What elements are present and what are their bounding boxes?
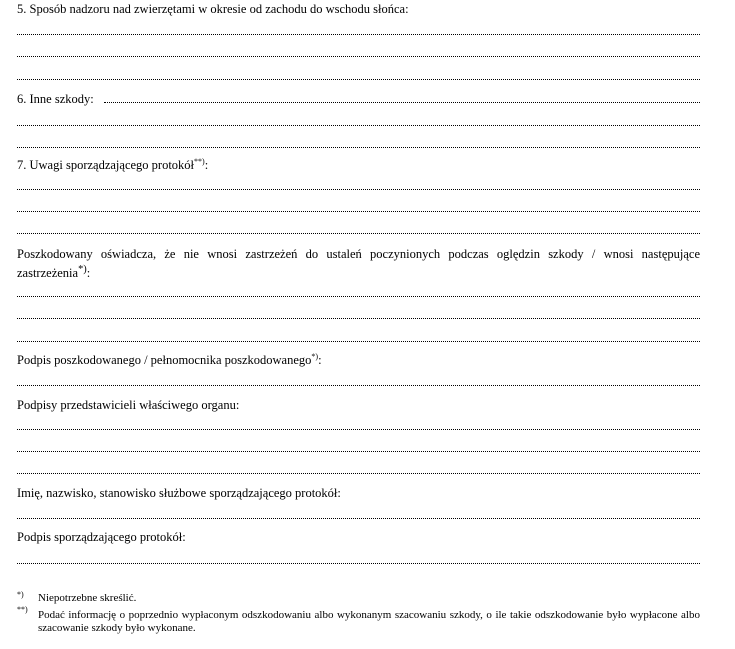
section-6-label: 6. Inne szkody: (17, 92, 94, 106)
section-6-answer-line-2[interactable] (17, 147, 700, 148)
author-signature-line[interactable] (17, 563, 700, 564)
injured-signature-label-colon: : (318, 353, 322, 367)
footnote-2-mark: **) (17, 605, 28, 614)
injured-signature-line[interactable] (17, 385, 700, 386)
author-name-position-label: Imię, nazwisko, stanowisko służbowe sporządzającego protokół: (17, 486, 341, 500)
injured-party-statement-text: Poszkodowany oświadcza, że nie wnosi zastrzeżeń do ustaleń poczynionych podczas oględzin szkody / wnosi następujące zastrzeżenia (17, 247, 700, 281)
section-7-answer-line-2[interactable] (17, 211, 700, 212)
section-5-label: 5. Sposób nadzoru nad zwierzętami w okresie od zachodu do wschodu słońca: (17, 2, 409, 16)
section-5-answer-line-2[interactable] (17, 56, 700, 57)
injured-party-statement (17, 246, 700, 281)
footnote-ref-asterisk: *) (78, 264, 87, 275)
footnote-ref-double-asterisk: **) (194, 156, 205, 166)
section-7-answer-line-1[interactable] (17, 189, 700, 190)
footnote-ref-asterisk: *) (311, 351, 319, 361)
section-7-answer-line-3[interactable] (17, 233, 700, 234)
representatives-signature-line-3[interactable] (17, 473, 700, 474)
representatives-signature-line-2[interactable] (17, 451, 700, 452)
section-6-answer-line-1[interactable] (17, 125, 700, 126)
author-name-position-line[interactable] (17, 518, 700, 519)
injured-signature-label-text: Podpis poszkodowanego / pełnomocnika poszkodowanego (17, 353, 312, 367)
section-7-label (17, 158, 208, 172)
injured-signature-label (17, 353, 322, 367)
section-5-answer-line-1[interactable] (17, 34, 700, 35)
footnote-2-text: Podać informację o poprzednio wypłaconym odszkodowaniu albo wykonanym szacowaniu szkody, o ile takie odszkodowanie było wypłacone albo szacowanie szkody było wykonane. (38, 609, 700, 634)
statement-answer-line-1[interactable] (17, 296, 700, 297)
footnote-1-mark: *) (17, 590, 24, 599)
section-7-label-text: 7. Uwagi sporządzającego protokół (17, 158, 195, 172)
section-5-answer-line-3[interactable] (17, 79, 700, 80)
footnote-1-text: Niepotrzebne skreślić. (38, 592, 137, 604)
representatives-signatures-label: Podpisy przedstawicieli właściwego organu: (17, 398, 240, 412)
section-6-inline-answer-line[interactable] (104, 102, 700, 103)
author-signature-label: Podpis sporządzającego protokół: (17, 530, 186, 544)
statement-answer-line-3[interactable] (17, 341, 700, 342)
representatives-signature-line-1[interactable] (17, 429, 700, 430)
section-7-label-colon: : (204, 158, 209, 172)
injured-party-statement-colon: : (86, 266, 91, 281)
statement-answer-line-2[interactable] (17, 318, 700, 319)
